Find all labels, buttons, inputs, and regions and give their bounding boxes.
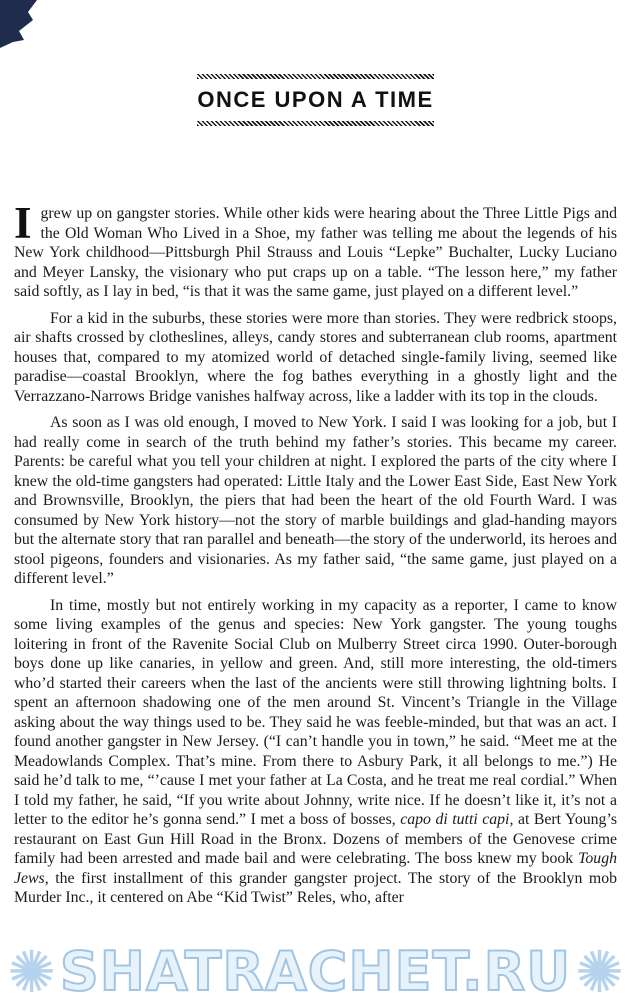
body-text-segment: As soon as I was old enough, I moved to New York. I said I was looking for a job, but I had really come in search of the truth behind my father’s stories. This became my career. Parents: be careful what you tell your children at night. I explored the parts of the city where I knew the old-time gangsters had operated: Little Italy and the Lower East Side, East New York and Brownsville, Brooklyn, the piers that had been the heart of the old Fourth Ward. I was consumed by New York history—not the story of marble buildings and glad-handing mayors but the alternate story that ran parallel and beneath—the story of the underworld, its heroes and stool pigeons, founders and visionaries. As my father said, “the same game, just played on a different level.” [14,414,617,587]
paragraph [14,596,617,908]
snowflake-icon-left: ✺ [7,937,56,1005]
body-text-segment: grew up on gangster stories. While other kids were hearing about the Three Little Pigs and the Old Woman Who Lived in a Shoe, my father was telling me about the legends of his New York childhood—Pittsburgh Phil Strauss and Louis “Lepke” Buchalter, Lucky Luciano and Meyer Lansky, the visionary who put craps up on a table. “The lesson here,” my father said softly, as I lay in bed, “is that it was the same game, just played on a different level.” [14,205,617,300]
snowflake-icon-right: ✺ [575,937,624,1005]
italic-text: capo di tutti capi, [400,811,514,828]
page-corner-fold-icon [0,0,40,48]
title-rule-bottom [197,121,433,126]
body-text-segment: the first installment of this grander gangster project. The story of the Brooklyn mob Murder Inc., it centered on Abe “Kid Twist” Reles, who, after [14,869,617,906]
drop-cap: I [14,198,32,248]
paragraph [14,413,617,589]
title-rule-top [197,74,433,79]
chapter-header-wrap [0,74,631,126]
chapter-header [197,74,433,126]
body-text-segment: at Bert Young’s restaurant on East Gun Hill Road in the Bronx. Dozens of members of the Genovese crime family had been arrested and made bail and were celebrating. The boss knew my book [14,811,617,867]
body-text [0,198,631,908]
watermark [0,937,631,1005]
paragraph [14,309,617,407]
italic-text: Tough Jews, [14,850,617,887]
watermark-text: SHATRACHET.RU [59,940,572,1003]
paragraph [14,198,617,302]
body-text-segment: In time, mostly but not entirely working in my capacity as a reporter, I came to know some living examples of the genus and species: New York gangster. The young toughs loitering in front of the Ravenite Social Club on Mulberry Street circa 1990. Outer-borough boys done up like canaries, in yellow and green. And, still more interesting, the old-timers who’d started their careers when the last of the ancients were still throwing lightning bolts. I spent an afternoon shadowing one of the men around St. Vincent’s Triangle in the Village asking about the way things used to be. They said he was feeble-minded, but that was an act. I found another gangster in New Jersey. (“I can’t handle you in town,” he said. “Meet me at the Meadowlands Complex. That’s mine. From there to Asbury Park, it all belongs to me.”) He said he’d talk to me, “’cause I met your father at La Costa, and he treat me real cordial.” When I told my father, he said, “If you write about Johnny, write nice. If he doesn’t like it, it’s not a letter to the editor he’s gonna send.” I met a boss of bosses, [14,596,617,828]
chapter-title: ONCE UPON A TIME [197,87,434,112]
body-text-segment: For a kid in the suburbs, these stories were more than stories. They were redbrick stoops, air shafts crossed by clotheslines, alleys, candy stores and subterranean club rooms, apartment houses that, compared to my atomized world of detached single-family living, seemed like paradise—coastal Brooklyn, where the fog bathes everything in a ghostly light and the Verrazzano-Narrows Bridge vanishes halfway across, like a ladder with its top in the clouds. [14,309,617,405]
